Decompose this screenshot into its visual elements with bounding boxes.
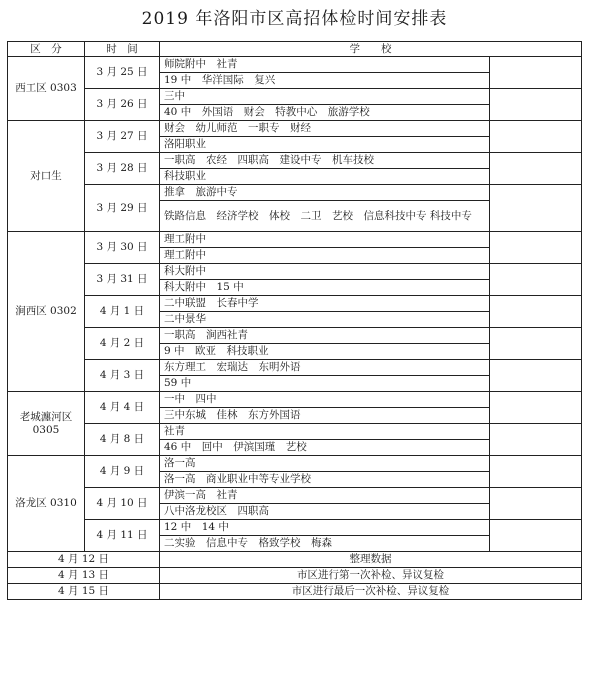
date-cell: 4 月 4 日 [85,392,160,424]
table-row [8,232,582,248]
empty-cell [490,264,582,296]
school-cell: 19 中 华洋国际 复兴 [160,73,490,89]
date-cell: 4 月 9 日 [85,456,160,488]
schedule-body [8,57,582,600]
empty-cell [490,232,582,264]
empty-cell [490,360,582,392]
empty-cell [490,121,582,153]
school-cell: 三中 [160,89,490,105]
table-row [8,488,582,504]
table-header-row [8,42,582,57]
table-row [8,360,582,376]
school-cell: 理工附中 [160,232,490,248]
table-row [8,520,582,536]
table-row [8,57,582,73]
footer-date: 4 月 15 日 [8,584,160,600]
date-cell: 3 月 28 日 [85,153,160,185]
school-cell: 社青 [160,424,490,440]
table-row [8,185,582,201]
footer-row [8,552,582,568]
table-row [8,456,582,472]
school-cell: 财会 幼儿师范 一职专 财经 [160,121,490,137]
area-cell: 对口生 [8,121,85,232]
school-cell: 一职高 农经 四职高 建设中专 机车技校 [160,153,490,169]
school-cell: 二中联盟 长春中学 [160,296,490,312]
table-row [8,89,582,105]
empty-cell [490,328,582,360]
date-cell: 4 月 1 日 [85,296,160,328]
empty-cell [490,185,582,232]
school-cell: 59 中 [160,376,490,392]
table-row [8,264,582,280]
empty-cell [490,296,582,328]
area-cell: 老城瀍河区 0305 [8,392,85,456]
area-cell: 洛龙区 0310 [8,456,85,552]
date-cell: 3 月 30 日 [85,232,160,264]
empty-cell [490,424,582,456]
school-cell: 伊滨一高 社青 [160,488,490,504]
school-cell: 12 中 14 中 [160,520,490,536]
empty-cell [490,520,582,552]
header-time: 时 间 [85,42,160,57]
school-cell: 东方理工 宏瑞达 东明外语 [160,360,490,376]
school-cell: 9 中 欧亚 科技职业 [160,344,490,360]
school-cell: 师院附中 社青 [160,57,490,73]
school-cell: 洛一高 [160,456,490,472]
empty-cell [490,57,582,89]
area-cell: 西工区 0303 [8,57,85,121]
table-row [8,392,582,408]
table-row [8,121,582,137]
table-row [8,296,582,312]
date-cell: 3 月 27 日 [85,121,160,153]
school-cell: 二中景华 [160,312,490,328]
footer-row [8,584,582,600]
school-cell: 铁路信息 经济学校 体校 二卫 艺校 信息科技中专 科技中专 [160,201,490,232]
school-cell: 科技职业 [160,169,490,185]
date-cell: 4 月 2 日 [85,328,160,360]
footer-date: 4 月 12 日 [8,552,160,568]
header-school: 学 校 [160,42,582,57]
school-cell: 科大附中 [160,264,490,280]
date-cell: 3 月 25 日 [85,57,160,89]
empty-cell [490,89,582,121]
school-cell: 三中东城 佳林 东方外国语 [160,408,490,424]
school-cell: 40 中 外国语 财会 特教中心 旅游学校 [160,105,490,121]
date-cell: 4 月 8 日 [85,424,160,456]
header-area: 区 分 [8,42,85,57]
footer-row [8,568,582,584]
schedule-table [7,41,582,600]
table-row [8,153,582,169]
school-cell: 一职高 涧西社青 [160,328,490,344]
empty-cell [490,456,582,488]
footer-date: 4 月 13 日 [8,568,160,584]
school-cell: 46 中 回中 伊滨国瑾 艺校 [160,440,490,456]
empty-cell [490,153,582,185]
page-title: 2019 年洛阳市区高招体检时间安排表 [141,9,448,29]
date-cell: 4 月 10 日 [85,488,160,520]
school-cell: 洛阳职业 [160,137,490,153]
school-cell: 八中洛龙校区 四职高 [160,504,490,520]
date-cell: 4 月 3 日 [85,360,160,392]
area-cell: 涧西区 0302 [8,232,85,392]
school-cell: 洛一高 商业职业中等专业学校 [160,472,490,488]
school-cell: 二实验 信息中专 格致学校 梅森 [160,536,490,552]
date-cell: 4 月 11 日 [85,520,160,552]
date-cell: 3 月 29 日 [85,185,160,232]
empty-cell [490,488,582,520]
school-cell: 理工附中 [160,248,490,264]
school-cell: 一中 四中 [160,392,490,408]
empty-cell [490,392,582,424]
table-row [8,328,582,344]
school-cell: 推拿 旅游中专 [160,185,490,201]
footer-note: 市区进行最后一次补检、异议复检 [160,584,582,600]
date-cell: 3 月 26 日 [85,89,160,121]
footer-note: 整理数据 [160,552,582,568]
school-cell: 科大附中 15 中 [160,280,490,296]
footer-note: 市区进行第一次补检、异议复检 [160,568,582,584]
table-row [8,424,582,440]
date-cell: 3 月 31 日 [85,264,160,296]
